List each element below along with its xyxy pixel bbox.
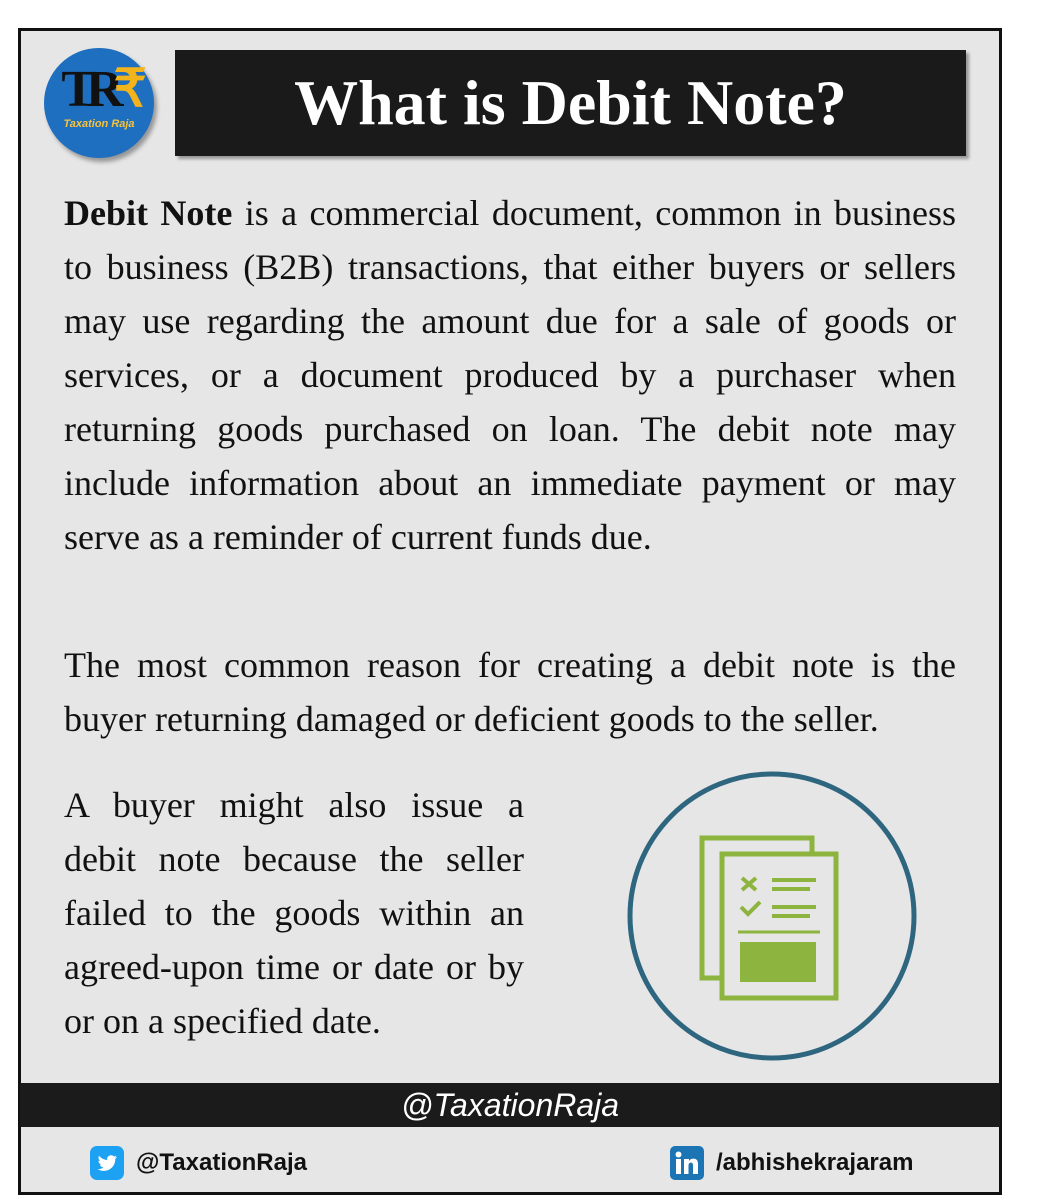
linkedin-handle: /abhishekrajaram bbox=[716, 1149, 914, 1176]
twitter-link[interactable] bbox=[90, 1145, 307, 1181]
twitter-icon bbox=[90, 1146, 124, 1180]
logo-text: Taxation Raja bbox=[63, 118, 135, 130]
logo-mark: TR₹ bbox=[61, 61, 137, 118]
term-bold: Debit Note bbox=[64, 193, 233, 233]
linkedin-link[interactable] bbox=[670, 1145, 913, 1181]
common-reason-paragraph: The most common reason for creating a debit note is the buyer returning damaged or deficient goods to the seller. bbox=[64, 645, 956, 739]
definition-paragraph bbox=[64, 186, 956, 564]
title-bar bbox=[175, 50, 966, 156]
footer-handle: @TaxationRaja bbox=[400, 1087, 620, 1123]
page-title: What is Debit Note? bbox=[294, 67, 847, 138]
document-checklist-icon bbox=[624, 770, 920, 1066]
other-reason-paragraph: A buyer might also issue a debit note because the seller failed to the goods within an agreed-upon time or date or by or on a specified date. bbox=[64, 785, 524, 1041]
footer-bar bbox=[20, 1083, 1000, 1127]
twitter-handle: @TaxationRaja bbox=[136, 1149, 307, 1176]
definition-text: is a commercial document, common in business to business (B2B) transactions, that either buyers or sellers may use regarding the amount due for a sale of goods or services, or a document produced by a purchaser when returning goods purchased on loan. The debit note may include information about an immediate payment or may serve as a reminder of current funds due. bbox=[64, 193, 957, 557]
taxation-raja-logo bbox=[44, 48, 154, 158]
linkedin-icon bbox=[670, 1146, 704, 1180]
